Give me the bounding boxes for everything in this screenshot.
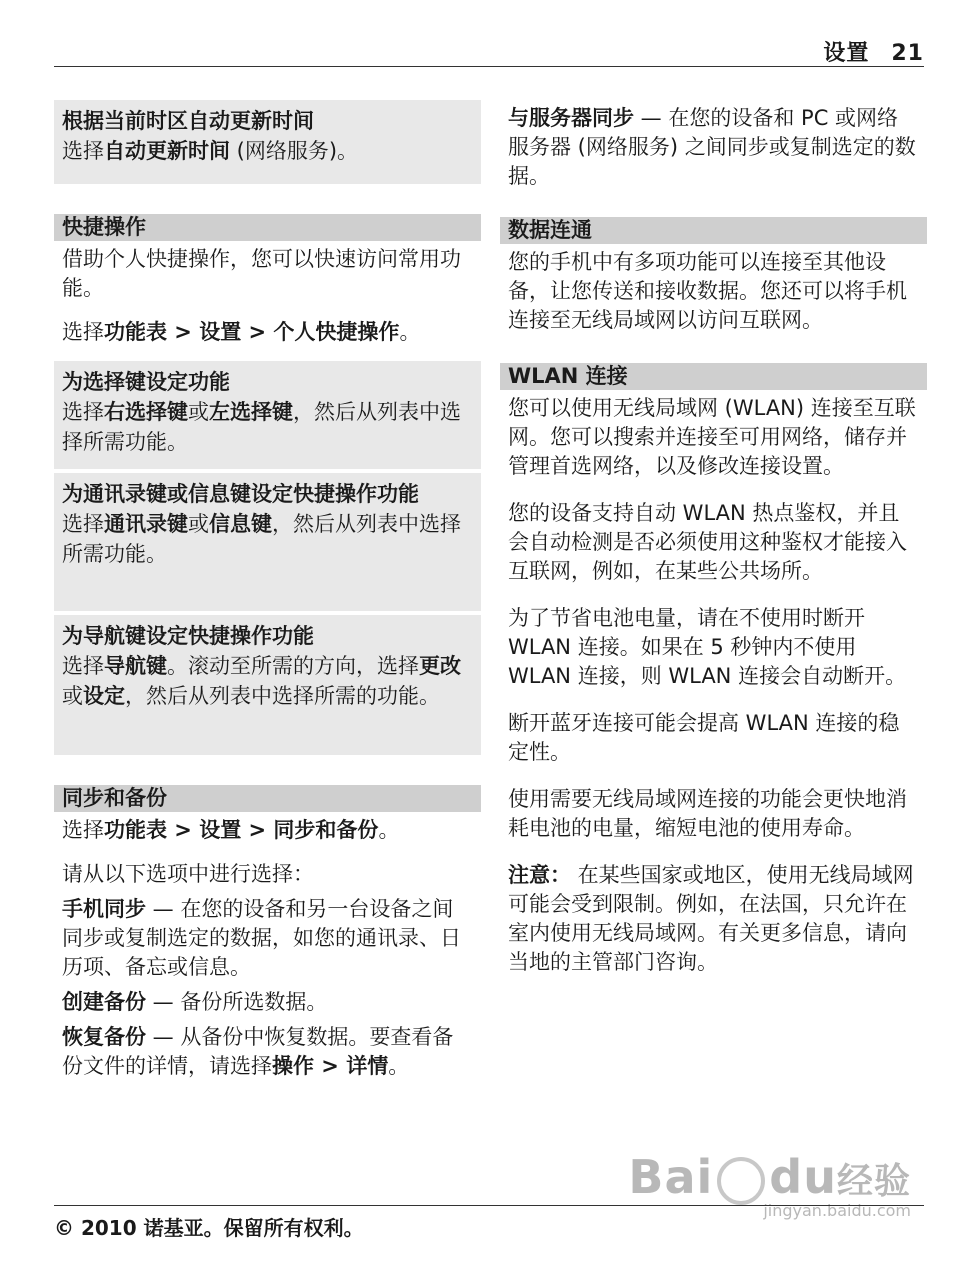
page-number: 21 (891, 41, 924, 66)
wlan-para-5: 使用需要无线局域网连接的功能会更快地消耗电池的电量，缩短电池的使用寿命。 (508, 787, 907, 840)
box-title: 为导航键设定快捷操作功能 (62, 624, 314, 648)
right-column (500, 100, 927, 977)
box-select-keys (54, 361, 481, 469)
copyright: © 2010 诺基亚。保留所有权利。 (54, 1216, 364, 1240)
paw-icon (717, 1157, 765, 1205)
sync-path: 选择功能表 > 设置 > 同步和备份。 (62, 818, 400, 842)
box-nav-key (54, 615, 481, 755)
box-title: 为选择键设定功能 (62, 370, 230, 394)
left-column (54, 100, 481, 1081)
box-contacts-key (54, 473, 481, 611)
box-text: 选择右选择键或左选择键，然后从列表中选择所需功能。 (62, 400, 461, 454)
box-auto-time (54, 100, 481, 184)
option-server-sync: 与服务器同步 — 在您的设备和 PC 或网络服务器 (网络服务) 之间同步或复制选定的数据。 (508, 106, 916, 188)
shortcuts-path: 选择功能表 > 设置 > 个人快捷操作。 (62, 320, 421, 344)
page-footer (54, 1205, 924, 1241)
section-name: 设置 (823, 41, 870, 66)
box-text: 选择自动更新时间 (网络服务)。 (62, 139, 359, 163)
sync-choose: 请从以下选项中进行选择： (62, 862, 314, 886)
option-restore-backup: 恢复备份 — 从备份中恢复数据。要查看备份文件的详情，请选择操作 > 详情。 (62, 1025, 454, 1078)
section-heading-wlan: WLAN 连接 (500, 363, 927, 390)
wlan-para-1: 您可以使用无线局域网 (WLAN) 连接至互联网。您可以搜索并连接至可用网络，储存并管理首选网络，以及修改连接设置。 (508, 396, 916, 478)
box-title: 根据当前时区自动更新时间 (62, 109, 314, 133)
wlan-note: 注意： 在某些国家或地区，使用无线局域网可能会受到限制。例如，在法国，只允许在室内使用无线局域网。有关更多信息，请向当地的主管部门咨询。 (508, 863, 914, 974)
section-heading-shortcuts: 快捷操作 (54, 214, 481, 241)
baidu-logo: Bai du经验 (628, 1150, 911, 1204)
wlan-para-4: 断开蓝牙连接可能会提高 WLAN 连接的稳定性。 (508, 711, 900, 764)
connectivity-text: 您的手机中有多项功能可以连接至其他设备，让您传送和接收数据。您还可以将手机连接至无线局域网以访问互联网。 (508, 250, 907, 332)
section-heading-connectivity: 数据连通 (500, 217, 927, 244)
option-phone-sync: 手机同步 — 在您的设备和另一台设备之间同步或复制选定的数据，如您的通讯录、日历项、备忘或信息。 (62, 897, 461, 979)
header-title (801, 36, 924, 67)
wlan-para-3: 为了节省电池电量，请在不使用时断开 WLAN 连接。如果在 5 秒钟内不使用 WLAN 连接，则 WLAN 连接会自动断开。 (508, 606, 907, 688)
box-text: 选择通讯录键或信息键，然后从列表中选择所需功能。 (62, 512, 461, 566)
section-heading-sync: 同步和备份 (54, 785, 481, 812)
box-text: 选择导航键。滚动至所需的方向，选择更改或设定，然后从列表中选择所需的功能。 (62, 654, 461, 708)
box-title: 为通讯录键或信息键设定快捷操作功能 (62, 482, 419, 506)
watermark-url: jingyan.baidu.com (763, 1200, 911, 1220)
option-create-backup: 创建备份 — 备份所选数据。 (62, 990, 328, 1014)
wlan-para-2: 您的设备支持自动 WLAN 热点鉴权，并且会自动检测是否必须使用这种鉴权才能接入互联网，例如，在某些公共场所。 (508, 501, 907, 583)
shortcuts-intro: 借助个人快捷操作，您可以快速访问常用功能。 (62, 247, 461, 300)
page-header (54, 36, 924, 67)
